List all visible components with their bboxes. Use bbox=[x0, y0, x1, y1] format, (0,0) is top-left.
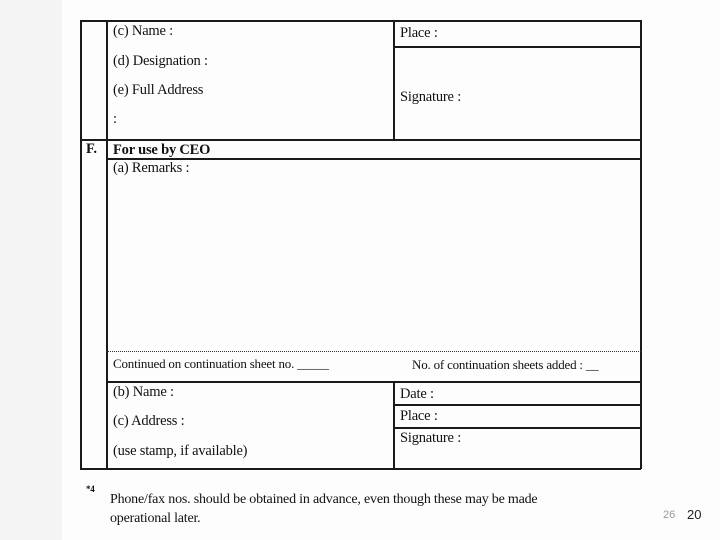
continued-on-sheet-text: Continued on continuation sheet no. _____ bbox=[113, 356, 329, 371]
section-f-left-border bbox=[80, 139, 82, 469]
signatory-name-label: (b) Name : bbox=[113, 384, 174, 400]
place-row-underline bbox=[393, 427, 641, 429]
signature-label: Signature : bbox=[400, 430, 462, 446]
footnote-line-1: Phone/fax nos. should be obtained in advance, even though these may be made bbox=[110, 492, 538, 507]
section-f-bottom-border bbox=[80, 468, 641, 470]
date-row-underline bbox=[393, 404, 641, 406]
upper-left-border bbox=[80, 20, 82, 140]
upper-address-colon: : bbox=[113, 111, 117, 127]
section-f-top-border bbox=[80, 139, 641, 141]
remarks-label: (a) Remarks : bbox=[113, 160, 190, 176]
left-margin-strip bbox=[0, 0, 62, 540]
section-f-right-border bbox=[640, 139, 642, 469]
stamp-note: (use stamp, if available) bbox=[113, 443, 248, 459]
footnote-line-2: operational later. bbox=[110, 511, 201, 526]
upper-divider bbox=[393, 20, 395, 140]
place-label: Place : bbox=[400, 408, 438, 424]
upper-place-underline bbox=[393, 46, 641, 48]
section-f-title: For use by CEO bbox=[113, 142, 211, 158]
upper-designation-label: (d) Designation : bbox=[113, 53, 208, 69]
remarks-dotted-divider bbox=[106, 351, 641, 352]
page-number-small: 26 bbox=[663, 509, 676, 521]
upper-place-label: Place : bbox=[400, 25, 438, 41]
continuation-sheets-added-text: No. of continuation sheets added : __ bbox=[412, 357, 599, 372]
upper-right-border bbox=[640, 20, 642, 140]
signatory-divider bbox=[393, 381, 395, 469]
continuation-row-underline bbox=[106, 381, 641, 383]
section-f-inner-border bbox=[106, 139, 108, 469]
page-number-large: 20 bbox=[687, 507, 702, 522]
section-f-letter: F. bbox=[86, 141, 97, 157]
upper-top-border bbox=[80, 20, 641, 22]
scanned-page bbox=[62, 0, 720, 540]
signatory-address-label: (c) Address : bbox=[113, 413, 185, 429]
upper-inner-left-border bbox=[106, 20, 108, 140]
upper-signature-label: Signature : bbox=[400, 89, 462, 105]
upper-full-address-label: (e) Full Address bbox=[113, 82, 204, 98]
footnote-marker: *4 bbox=[86, 484, 95, 494]
upper-name-label: (c) Name : bbox=[113, 23, 173, 39]
date-label: Date : bbox=[400, 386, 434, 402]
